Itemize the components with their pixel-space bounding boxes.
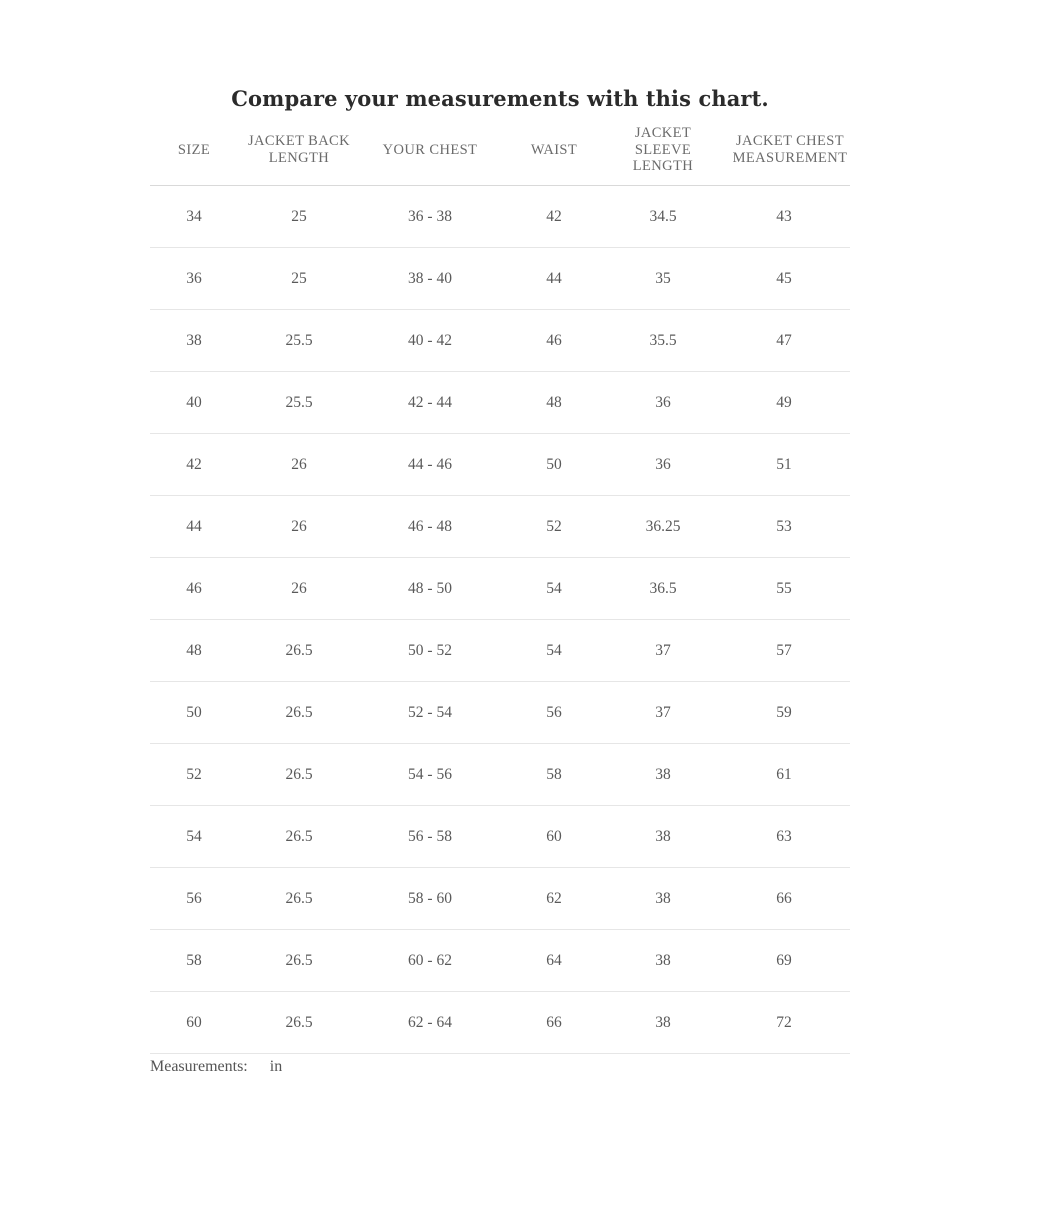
cell-jacket-sleeve-length: 35.5 <box>608 310 718 372</box>
cell-jacket-chest-measurement: 49 <box>718 372 850 434</box>
table-header <box>150 119 850 186</box>
cell-size: 34 <box>150 186 238 248</box>
cell-jacket-chest-measurement: 45 <box>718 248 850 310</box>
cell-waist: 46 <box>500 310 608 372</box>
cell-waist: 42 <box>500 186 608 248</box>
cell-waist: 58 <box>500 744 608 806</box>
column-header-jacket-chest-measurement-line2: MEASUREMENT <box>732 150 848 166</box>
column-header-size <box>150 119 238 186</box>
size-chart-table <box>150 119 850 1054</box>
cell-jacket-back-length: 26 <box>238 496 360 558</box>
cell-size: 58 <box>150 930 238 992</box>
measurements-unit: in <box>269 1058 283 1075</box>
table-row <box>150 310 850 372</box>
measurements-note <box>150 1058 282 1076</box>
cell-jacket-sleeve-length: 35 <box>608 248 718 310</box>
cell-jacket-sleeve-length: 37 <box>608 620 718 682</box>
cell-size: 56 <box>150 868 238 930</box>
cell-size: 48 <box>150 620 238 682</box>
cell-jacket-back-length: 26 <box>238 434 360 496</box>
cell-waist: 44 <box>500 248 608 310</box>
table-row <box>150 186 850 248</box>
cell-your-chest: 46 - 48 <box>360 496 500 558</box>
cell-jacket-chest-measurement: 57 <box>718 620 850 682</box>
cell-jacket-sleeve-length: 36 <box>608 434 718 496</box>
cell-size: 42 <box>150 434 238 496</box>
column-header-jacket-sleeve-length <box>608 119 718 186</box>
table-body <box>150 186 850 1054</box>
table-row <box>150 620 850 682</box>
column-header-jacket-sleeve-length-line2: SLEEVE <box>634 141 692 158</box>
cell-jacket-sleeve-length: 38 <box>608 992 718 1054</box>
cell-jacket-chest-measurement: 66 <box>718 868 850 930</box>
column-header-jacket-back-length-line1: JACKET BACK <box>247 133 351 150</box>
cell-size: 46 <box>150 558 238 620</box>
cell-jacket-sleeve-length: 38 <box>608 806 718 868</box>
cell-jacket-back-length: 25.5 <box>238 372 360 434</box>
cell-jacket-sleeve-length: 36 <box>608 372 718 434</box>
cell-your-chest: 50 - 52 <box>360 620 500 682</box>
column-header-waist <box>500 119 608 186</box>
table-row <box>150 558 850 620</box>
table-row <box>150 992 850 1054</box>
table-row <box>150 868 850 930</box>
cell-jacket-back-length: 26.5 <box>238 992 360 1054</box>
cell-your-chest: 62 - 64 <box>360 992 500 1054</box>
table-row <box>150 496 850 558</box>
cell-waist: 60 <box>500 806 608 868</box>
column-header-jacket-chest-measurement <box>724 119 856 186</box>
cell-waist: 52 <box>500 496 608 558</box>
cell-size: 40 <box>150 372 238 434</box>
cell-jacket-chest-measurement: 47 <box>718 310 850 372</box>
cell-jacket-back-length: 26.5 <box>238 682 360 744</box>
cell-jacket-sleeve-length: 37 <box>608 682 718 744</box>
cell-jacket-back-length: 25.5 <box>238 310 360 372</box>
cell-your-chest: 52 - 54 <box>360 682 500 744</box>
table-row <box>150 434 850 496</box>
cell-jacket-back-length: 26.5 <box>238 806 360 868</box>
table-row <box>150 248 850 310</box>
column-header-jacket-sleeve-length-line1: JACKET <box>634 125 692 141</box>
size-chart-container <box>150 86 850 1054</box>
cell-jacket-back-length: 26.5 <box>238 620 360 682</box>
column-header-jacket-back-length <box>238 119 360 186</box>
table-row <box>150 372 850 434</box>
column-header-jacket-sleeve-length-line3: LENGTH <box>632 158 694 175</box>
table-row <box>150 806 850 868</box>
column-header-your-chest <box>360 119 500 186</box>
cell-size: 44 <box>150 496 238 558</box>
cell-jacket-chest-measurement: 59 <box>718 682 850 744</box>
cell-your-chest: 58 - 60 <box>360 868 500 930</box>
table-header-row <box>150 119 850 186</box>
column-header-your-chest-line1: YOUR CHEST <box>382 141 478 158</box>
cell-jacket-back-length: 26.5 <box>238 744 360 806</box>
measurements-label: Measurements: <box>150 1058 248 1075</box>
cell-jacket-chest-measurement: 51 <box>718 434 850 496</box>
cell-your-chest: 38 - 40 <box>360 248 500 310</box>
cell-waist: 50 <box>500 434 608 496</box>
table-row <box>150 930 850 992</box>
cell-jacket-back-length: 26.5 <box>238 868 360 930</box>
cell-jacket-chest-measurement: 61 <box>718 744 850 806</box>
column-header-jacket-chest-measurement-line1: JACKET CHEST <box>735 133 845 150</box>
column-header-waist-line1: WAIST <box>530 141 578 158</box>
cell-waist: 48 <box>500 372 608 434</box>
cell-jacket-back-length: 25 <box>238 186 360 248</box>
cell-your-chest: 60 - 62 <box>360 930 500 992</box>
cell-jacket-chest-measurement: 55 <box>718 558 850 620</box>
cell-your-chest: 54 - 56 <box>360 744 500 806</box>
cell-jacket-back-length: 26.5 <box>238 930 360 992</box>
cell-size: 52 <box>150 744 238 806</box>
cell-size: 54 <box>150 806 238 868</box>
cell-jacket-sleeve-length: 36.25 <box>608 496 718 558</box>
table-row <box>150 744 850 806</box>
cell-jacket-chest-measurement: 72 <box>718 992 850 1054</box>
cell-your-chest: 40 - 42 <box>360 310 500 372</box>
column-header-jacket-back-length-line2: LENGTH <box>268 150 330 166</box>
cell-jacket-sleeve-length: 34.5 <box>608 186 718 248</box>
cell-waist: 56 <box>500 682 608 744</box>
cell-jacket-sleeve-length: 36.5 <box>608 558 718 620</box>
cell-your-chest: 44 - 46 <box>360 434 500 496</box>
page-title: Compare your measurements with this chart. <box>231 86 769 111</box>
cell-jacket-back-length: 25 <box>238 248 360 310</box>
cell-waist: 66 <box>500 992 608 1054</box>
cell-your-chest: 36 - 38 <box>360 186 500 248</box>
cell-jacket-chest-measurement: 63 <box>718 806 850 868</box>
cell-waist: 64 <box>500 930 608 992</box>
cell-jacket-chest-measurement: 69 <box>718 930 850 992</box>
cell-jacket-back-length: 26 <box>238 558 360 620</box>
cell-waist: 62 <box>500 868 608 930</box>
cell-jacket-chest-measurement: 43 <box>718 186 850 248</box>
cell-your-chest: 48 - 50 <box>360 558 500 620</box>
cell-your-chest: 42 - 44 <box>360 372 500 434</box>
cell-jacket-sleeve-length: 38 <box>608 868 718 930</box>
column-header-size-line1: SIZE <box>177 141 211 158</box>
cell-waist: 54 <box>500 558 608 620</box>
cell-size: 38 <box>150 310 238 372</box>
cell-size: 60 <box>150 992 238 1054</box>
cell-waist: 54 <box>500 620 608 682</box>
cell-size: 50 <box>150 682 238 744</box>
cell-your-chest: 56 - 58 <box>360 806 500 868</box>
cell-size: 36 <box>150 248 238 310</box>
cell-jacket-sleeve-length: 38 <box>608 744 718 806</box>
table-row <box>150 682 850 744</box>
cell-jacket-sleeve-length: 38 <box>608 930 718 992</box>
cell-jacket-chest-measurement: 53 <box>718 496 850 558</box>
